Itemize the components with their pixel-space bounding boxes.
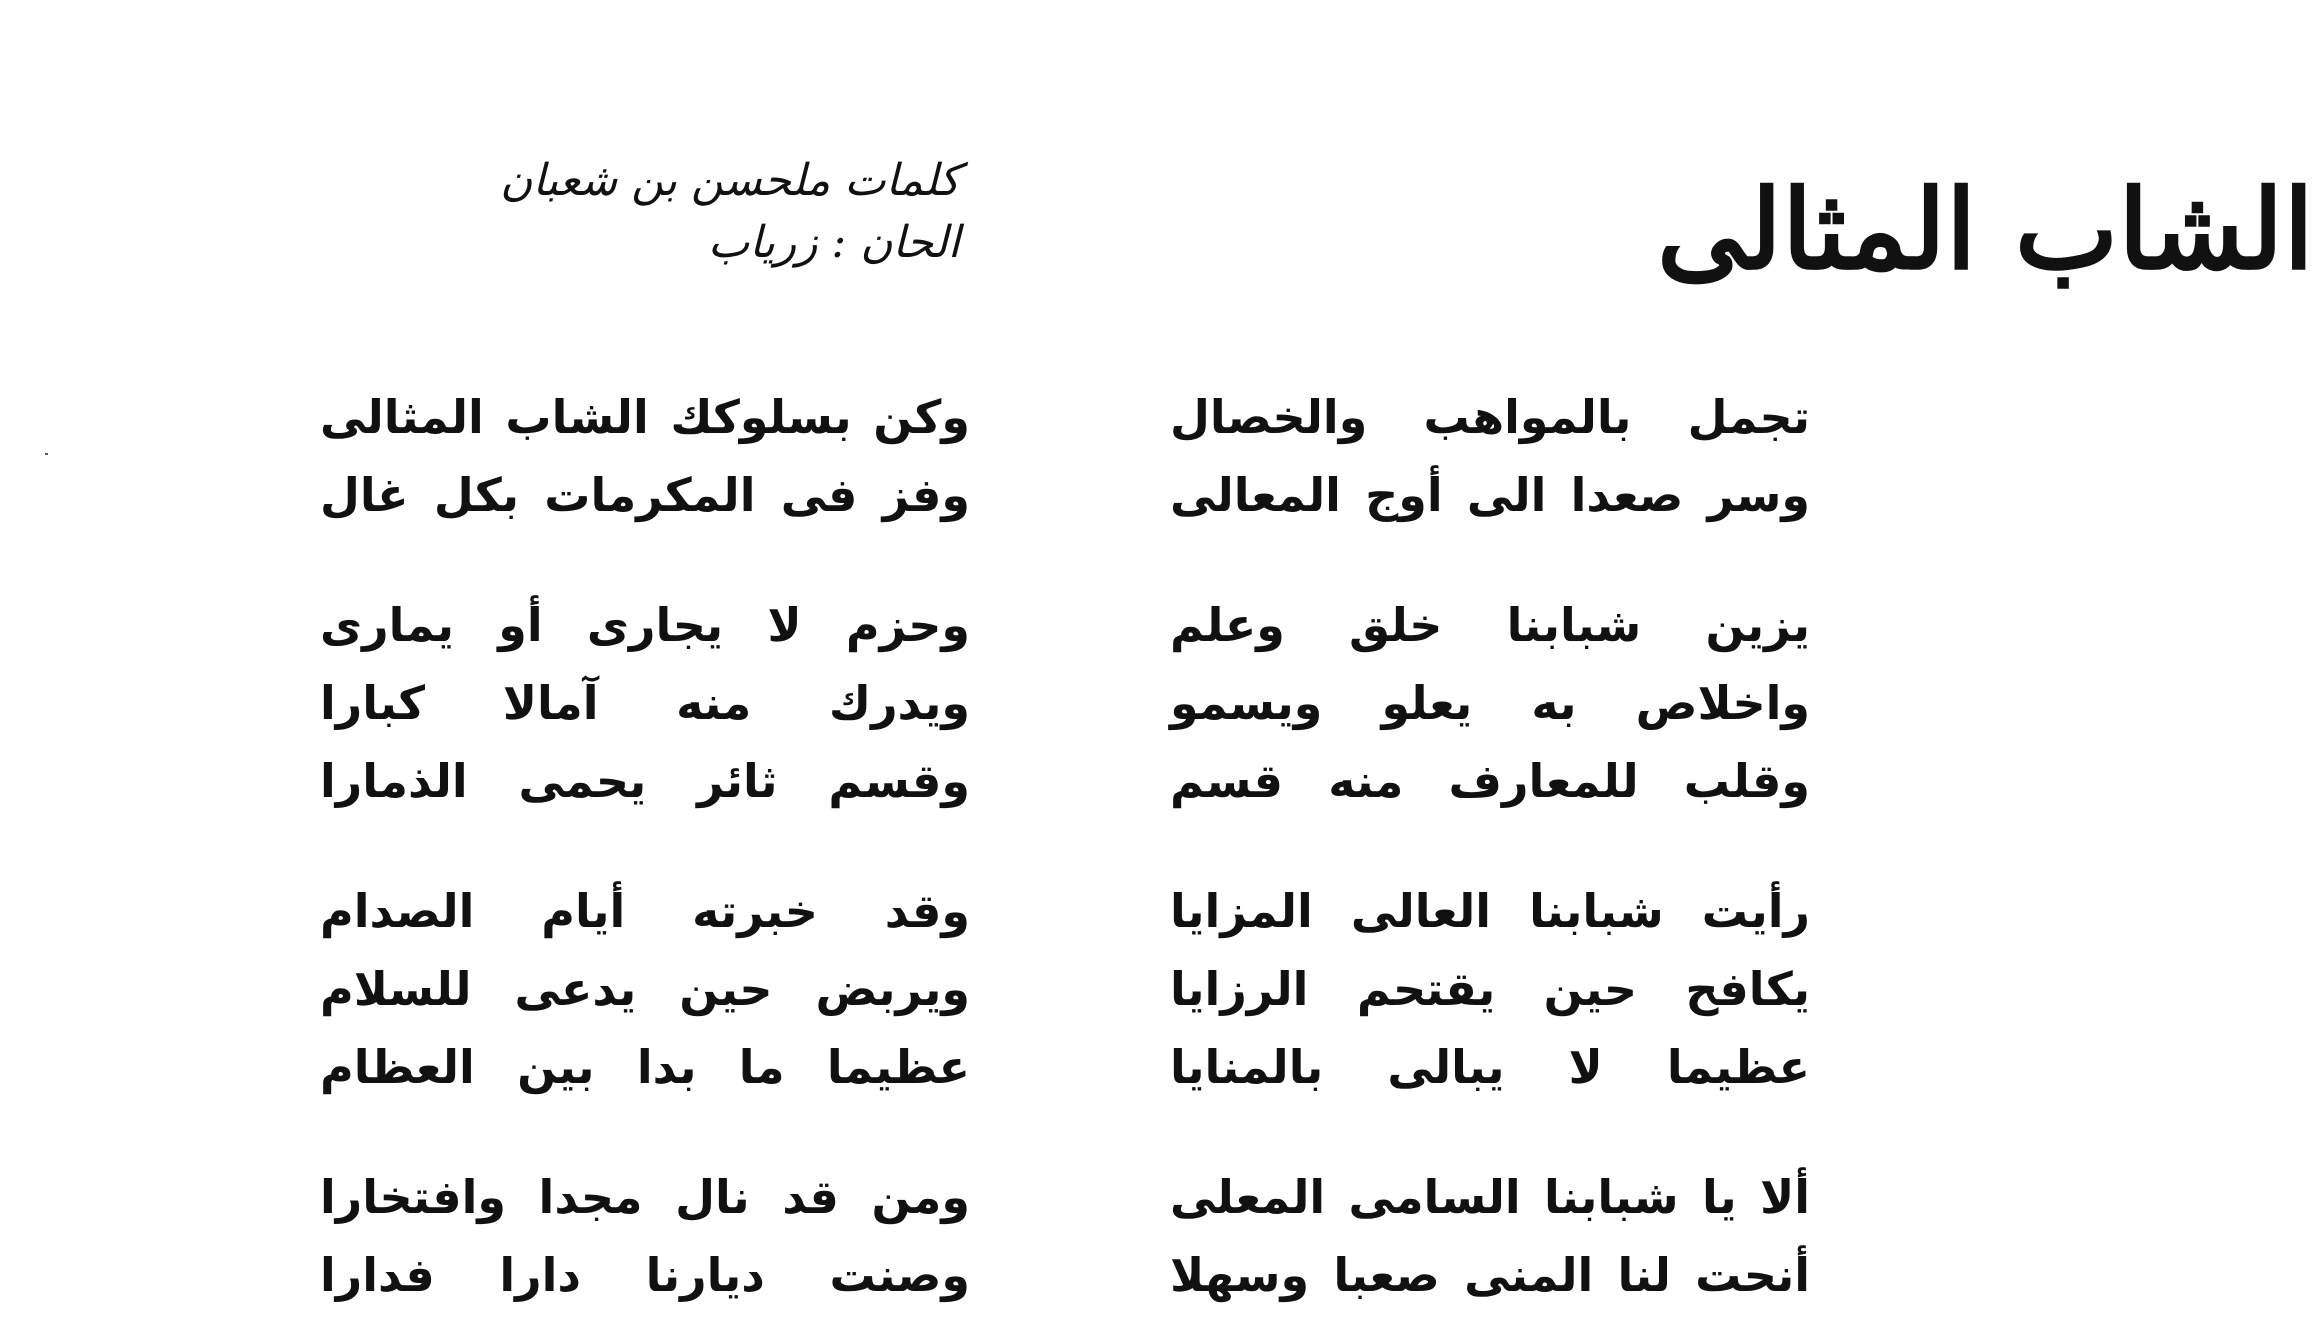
- verse-line: وحزم لا يجارى أو يمارى: [320, 598, 970, 652]
- verse-line: عظيما لا يبالى بالمنايا: [1170, 1040, 1810, 1094]
- verse-line: عظيما ما بدا بين العظام: [320, 1040, 970, 1094]
- right-column: [1170, 378, 1810, 1314]
- verse-line: يزين شبابنا خلق وعلم: [1170, 598, 1810, 652]
- verse-line: ويدرك منه آمالا كبارا: [320, 676, 970, 730]
- verse-line: تجمل بالمواهب والخصال: [1170, 390, 1810, 444]
- left-column: [320, 378, 970, 1314]
- verse-line: وفز فى المكرمات بكل غال: [320, 468, 970, 522]
- verse-line: وكن بسلوكك الشاب المثالى: [320, 390, 970, 444]
- verse-line: ألا يا شبابنا السامى المعلى: [1170, 1170, 1810, 1224]
- credits-block: [320, 150, 960, 274]
- verse-line: وسر صعدا الى أوج المعالى: [1170, 468, 1810, 522]
- verse-line: وقد خبرته أيام الصدام: [320, 884, 970, 938]
- verse-line: وقسم ثائر يحمى الذمارا: [320, 754, 970, 808]
- verse-line: أنحت لنا المنى صعبا وسهلا: [1170, 1248, 1810, 1302]
- scan-speck: [45, 453, 48, 455]
- verse-line: واخلاص به يعلو ويسمو: [1170, 676, 1810, 730]
- poem-title: الشاب المثالى: [1656, 165, 2314, 294]
- verse-line: وقلب للمعارف منه قسم: [1170, 754, 1810, 808]
- verse-line: وصنت ديارنا دارا فدارا: [320, 1248, 970, 1302]
- verse-line: رأيت شبابنا العالى المزايا: [1170, 884, 1810, 938]
- verse-line: يكافح حين يقتحم الرزايا: [1170, 962, 1810, 1016]
- verse-line: ويربض حين يدعى للسلام: [320, 962, 970, 1016]
- music-credit: الحان : زرياب: [707, 217, 960, 268]
- lyrics-credit: كلمات ملحسن بن شعبان: [500, 155, 960, 206]
- verse-line: ومن قد نال مجدا وافتخارا: [320, 1170, 970, 1224]
